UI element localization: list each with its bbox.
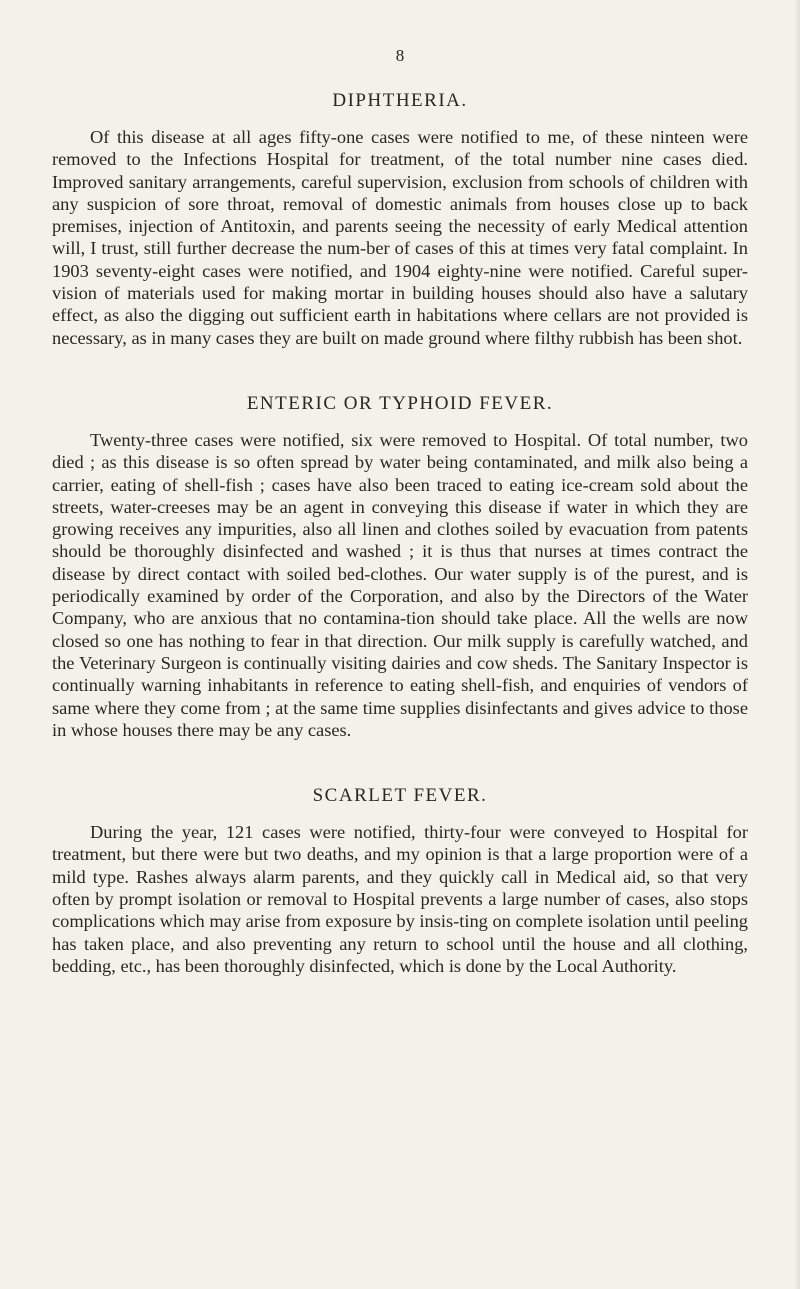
section-heading: ENTERIC OR TYPHOID FEVER. [246, 392, 554, 414]
section-scarlet-fever [52, 783, 748, 977]
section-diphtheria [52, 88, 748, 349]
section-paragraph: Twenty-three cases were notified, six were removed to Hospital. Of total number, two died ; as this disease is so often spread by water being contaminated, and milk also being a carrier, eating of shell-fish ; cases have also been traced to eating ice-cream sold about the streets, water-creeses may be an agent in conveying this disease if water in which they are growing receives any impurities, also all linen and clothes soiled by evacuation from patents should be thoroughly disinfected and washed ; it is thus that nurses at times contract the disease by direct contact with soiled bed-clothes. Our water supply is of the purest, and is periodically examined by order of the Corporation, and also by the Directors of the Water Company, who are anxious that no contamina-tion should take place. All the wells are now closed so one has nothing to fear in that direction. Our milk supply is carefully watched, and the Veterinary Surgeon is continually visiting dairies and cow sheds. The Sanitary Inspector is continually warning inhabitants in reference to eating shell-fish, and enquiries of vendors of same where they come from ; at the same time supplies disinfectants and gives advice to those in whose houses there may be any cases. [52, 429, 748, 740]
section-heading: SCARLET FEVER. [312, 785, 488, 807]
section-paragraph: During the year, 121 cases were notified, thirty-four were conveyed to Hospital for treatment, but there were but two deaths, and my opinion is that a large proportion were of a mild type. Rashes always alarm parents, and they quickly call in Medical aid, so that very often by prompt isolation or removal to Hospital prevents a large number of cases, also stops complications which may arise from exposure by insis-ting on complete isolation until peeling has taken place, and also preventing any return to school until the house and all clothing, bedding, etc., has been thoroughly disinfected, which is done by the Local Authority. [52, 822, 748, 976]
page-edge-shadow [794, 0, 800, 1289]
section-heading: DIPHTHERIA. [332, 90, 468, 111]
page-number: 8 [395, 46, 405, 65]
page-content [52, 88, 748, 977]
section-paragraph: Of this disease at all ages fifty-one cases were notified to me, of these ninteen were removed to the Infections Hospital for treatment, of the total number nine cases died. Improved sanitary arrangements, careful supervision, exclusion from schools of children with any suspicion of sore throat, removal of domestic animals from houses close up to back premises, injection of Antitoxin, and parents seeing the necessity of early Medical attention will, I trust, still further decrease the num-ber of cases of this at times very fatal complaint. In 1903 seventy-eight cases were notified, and 1904 eighty-nine were notified. Careful super-vision of materials used for making mortar in building houses should also have a salutary effect, as also the digging out sufficient earth in habitations where cellars are not provided is necessary, as in many cases they are built on made ground where filthy rubbish has been shot. [52, 127, 748, 348]
section-enteric-typhoid-fever [52, 391, 748, 741]
